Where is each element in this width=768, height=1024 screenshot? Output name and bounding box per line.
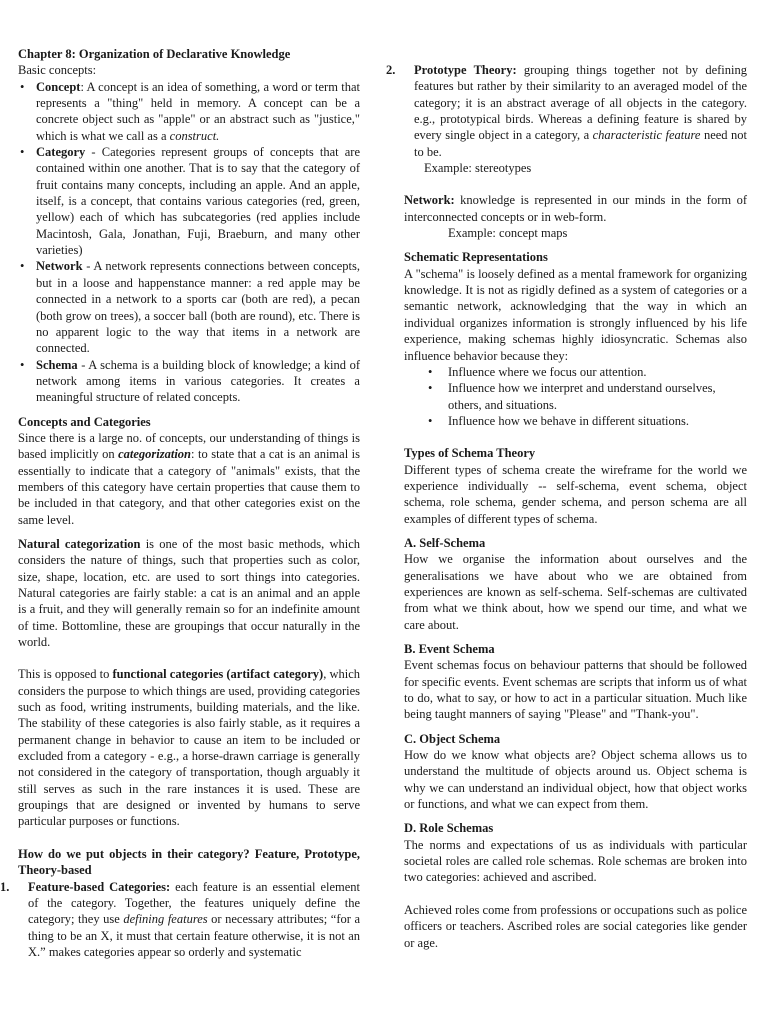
category-term: Category	[36, 145, 86, 160]
prototype-text-1: grouping things together not by defining features but rather by their similarity to an averaged model of the category; it is an abstract average of all objects in the category. e.g., prototypical birds. Whereas a defining feature is shared by every single object in a category, a	[414, 63, 747, 143]
characteristic-feature-emphasis: characteristic feature	[592, 128, 701, 143]
functional-categories-term: functional categories (artifact category)	[112, 667, 324, 682]
construct-emphasis: construct.	[169, 128, 220, 143]
network-text: knowledge is represented in our minds in the form of interconnected concepts or in web-form.	[404, 193, 747, 224]
natural-categorization-text: is one of the most basic methods, which considers the nature of things, such that properties such as color, size, shape, location, etc. are used to sort things into categories. Natural categories are fairly stable: a cat is an animal and an apple is a fruit, and they will generally remain so for an indefinite amount of time. Bottomline, these are groupings that occur naturally in the world.	[18, 536, 360, 650]
list-item	[386, 62, 747, 160]
categorization-emphasis: categorization	[118, 447, 192, 462]
schema-influence-list	[404, 364, 747, 429]
functional-categories-paragraph	[18, 666, 360, 829]
self-schema-heading: A. Self-Schema	[404, 535, 486, 550]
network-text: - A network represents connections between concepts, but in a loose and happenstance manner: a red apple may be connected in a network to a sports car (both are red), a pecan (both grow on trees), a soccer ball (both are round), etc. There is no apparent logic to the way that items in a network are connected.	[36, 259, 360, 356]
types-paragraph: Different types of schema create the wireframe for the world we experience individually -- self-schema, event schema, object schema, role schema, gender schema, and person schema are all examples of different types of schema.	[404, 462, 747, 526]
item-number: 1.	[0, 879, 10, 894]
right-column	[386, 62, 747, 951]
list-item: • Influence where we focus our attention.	[428, 364, 747, 380]
concept-text: : A concept is an idea of something, a word or term that represents a "thing" held in memory. A concept can be a concrete object such as "apple" or an abstract such as "justice," which is what we call as a	[36, 79, 360, 143]
schematic-paragraph: A "schema" is loosely defined as a mental framework for organizing knowledge. It is not as rigidly defined as a system of categories or a semantic network, acknowledging that the way in which an individual organizes information is strongly influenced by his life experience, making schemas highly idiosyncratic. Schemas also influence behavior because they:	[404, 266, 747, 363]
schema-term: Schema	[36, 357, 78, 372]
functional-categories-text: , which considers the purpose to which things are used, providing categories such as food, writing instruments, building materials, and the like. The stability of these categories is also fairly stable, as it requires a permanent change in behavior to cause an item to be included or excluded from a category - e.g., a horse-drawn carriage is generally not considered in the category of transportation, though arguably it still serves as such in the rare instances it is used. These are groupings that are designed or invented by humans to serve particular purposes or functions.	[18, 667, 360, 829]
basic-concepts-list	[18, 79, 360, 406]
basic-concepts-heading: Basic concepts:	[18, 63, 97, 78]
prototype-text-2: need not to be.	[414, 128, 747, 159]
self-schema-paragraph: How we organise the information about ourselves and the generalisations we have about who we are obtained from experiences are known as self-schema. Self-schemas are cultivated from what we think about, how we spend our time, and what we care about.	[404, 552, 747, 632]
natural-categorization-term: Natural categorization	[18, 536, 141, 551]
list-item	[18, 79, 360, 144]
achieved-roles-paragraph: Achieved roles come from professions or occupations such as police officers or teachers. Ascribed roles are social categories like gender or age.	[404, 902, 747, 950]
list-item	[18, 357, 360, 406]
categorization-list	[0, 879, 361, 961]
how-categorize-heading: How do we put objects in their category? Feature, Prototype, Theory-based	[18, 846, 360, 878]
functional-pre: This is opposed to	[18, 667, 113, 682]
cc-text-1: Since there is a large no. of concepts, our understanding of things is based implicitly on	[18, 430, 360, 462]
natural-categorization-paragraph	[18, 536, 360, 650]
category-text: - Categories represent groups of concepts that are contained within one another. That is to say that the category of fruit contains many concepts, including an apple. And an apple, itself, is a concept, that contains various categories (red, green, yellow) each of which has subcategories (red applies include Macintosh, Gala, Jonathan, Fuji, Braeburn, and many other varieties)	[36, 145, 360, 258]
prototype-theory-term: Prototype Theory:	[414, 63, 517, 77]
types-heading: Types of Schema Theory	[404, 446, 536, 461]
left-column	[0, 46, 361, 960]
object-schema-paragraph: How do we know what objects are? Object schema allows us to understand the multitude of objects around us. Object schema is why we can understand an individual object, how that object works or functions, and what we can expect from them.	[404, 748, 747, 812]
object-schema-heading: C. Object Schema	[404, 731, 501, 746]
chapter-title: Chapter 8: Organization of Declarative Knowledge	[18, 47, 291, 61]
role-schema-heading: D. Role Schemas	[404, 821, 494, 836]
prototype-example: Example: stereotypes	[424, 161, 532, 176]
event-schema-heading: B. Event Schema	[404, 642, 495, 656]
feature-based-text-2: or necessary attributes; “for a thing to be an X, it must that certain feature otherwise, it is not an X.” makes categories appear so orderly and systematic	[28, 912, 361, 959]
concept-term: Concept	[36, 79, 81, 94]
feature-based-term: Feature-based Categories:	[28, 879, 171, 894]
list-item	[18, 144, 360, 258]
network-paragraph	[404, 192, 747, 225]
prototype-list	[386, 62, 747, 160]
cc-text-2: : to state that a cat is an animal is essentially to indicate that a category of "animals" exists, that the members of this category have certain properties that cause them to be included in that category, and that other categories exist on the same level.	[18, 447, 361, 527]
role-schema-paragraph: The norms and expectations of us as individuals with particular societal roles are called role schemas. Role schemas are broken into two categories: achieved and ascribed.	[404, 837, 747, 885]
list-item: • Influence how we behave in different situations.	[428, 413, 747, 429]
network-example: Example: concept maps	[448, 226, 568, 241]
schema-text: - A schema is a building block of knowledge; a kind of network among items in various categories. It creates a meaningful structure of related concepts.	[36, 357, 360, 405]
event-schema-paragraph: Event schemas focus on behaviour patterns that should be followed for specific events. Event schemas are scripts that inform us of what to do, what to say, or how to act in a particular situation. Much like being taught manners of saying "Please" and "Thank-you".	[404, 658, 747, 722]
defining-features-emphasis: defining features	[123, 912, 208, 927]
item-number: 2.	[386, 63, 396, 77]
feature-based-text-1: each feature is an essential element of the category. Together, the features uniquely define the category; they use	[28, 879, 361, 927]
list-item: • Influence how we interpret and understand ourselves, others, and situations.	[428, 380, 747, 413]
list-item	[0, 879, 361, 961]
schematic-heading: Schematic Representations	[404, 250, 548, 265]
concepts-categories-heading: Concepts and Categories	[18, 414, 151, 429]
list-item	[18, 258, 360, 356]
concepts-categories-paragraph	[18, 430, 360, 528]
network-term: Network:	[404, 193, 455, 208]
network-term: Network	[36, 259, 83, 274]
